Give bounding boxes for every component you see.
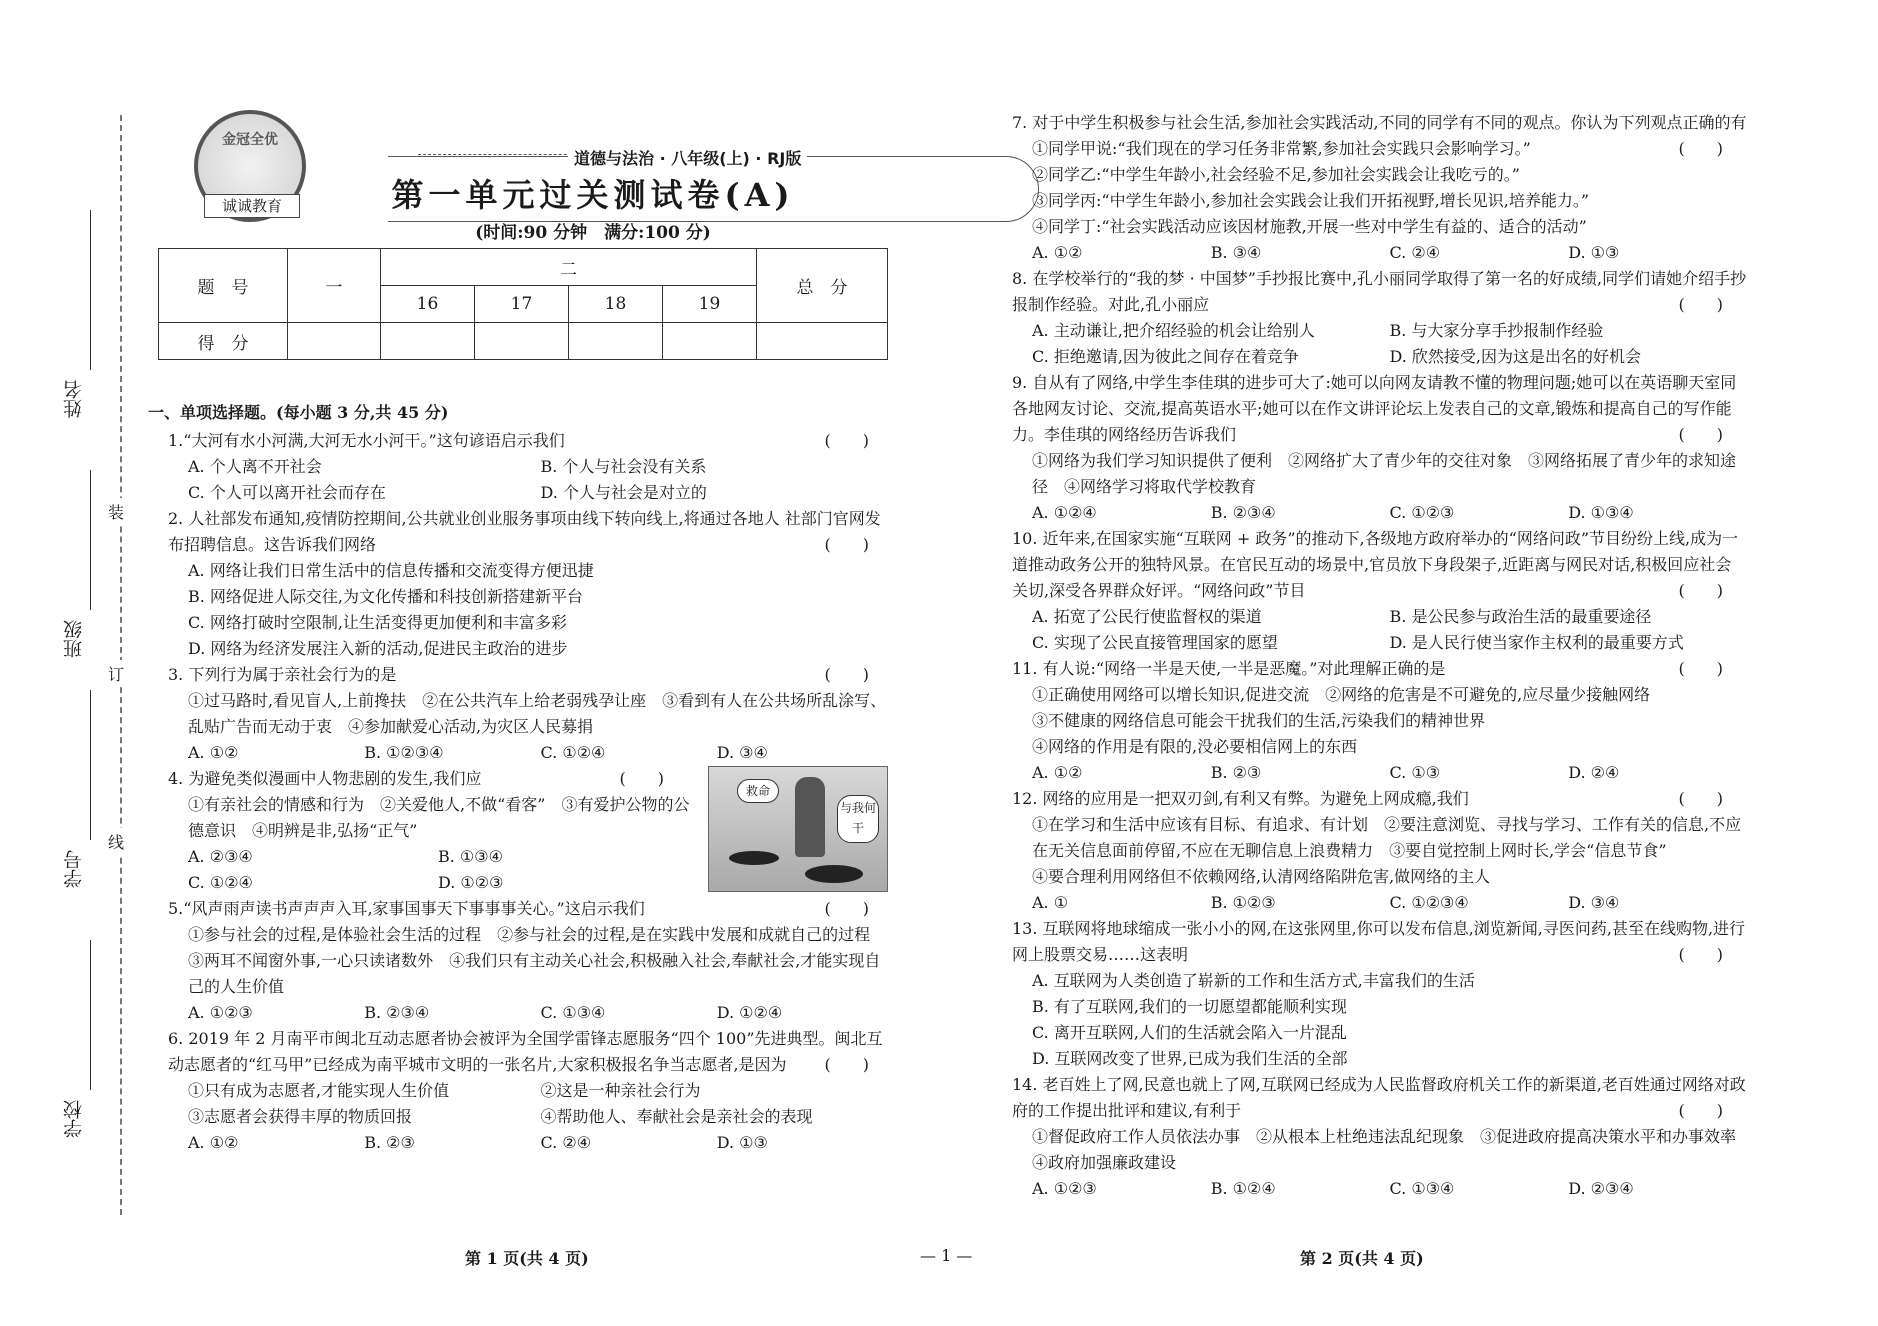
name-field[interactable] [60,380,100,418]
option[interactable]: B. 与大家分享手抄报制作经验 [1389,321,1604,340]
statement: ①只有成为志愿者,才能实现人生价值 [188,1081,450,1100]
option[interactable]: A. ①②③ [188,1003,253,1022]
publisher-name: 诚诚教育 [204,194,300,218]
score-sub-16: 16 [381,286,475,323]
statement: ②同学乙:“中学生年龄小,社会经验不足,参加社会实践会让我吃亏的。” [1032,165,1520,184]
answer-bracket[interactable]: ( ) [824,535,869,554]
cartoon-image [708,766,888,892]
score-cell-16[interactable] [381,323,475,360]
score-cell-18[interactable] [569,323,663,360]
score-col-total: 总 分 [757,249,888,323]
option[interactable]: D. ①②③ [438,873,504,892]
option[interactable]: C. 网络打破时空限制,让生活变得更加便利和丰富多彩 [188,613,567,632]
option[interactable]: A. ①② [188,743,239,762]
option[interactable]: A. 主动谦让,把介绍经验的机会让给别人 [1032,321,1315,340]
option[interactable]: B. 有了互联网,我们的一切愿望都能顺利实现 [1032,997,1348,1016]
option[interactable]: C. ①③④ [1389,1179,1455,1198]
class-field[interactable] [60,620,100,658]
option[interactable]: D. 欣然接受,因为这是出名的好机会 [1389,347,1642,366]
statement-list: ①过马路时,看见盲人,上前搀扶 ②在公共汽车上给老弱残孕让座 ③看到有人在公共场所乱涂写、乱贴广告而无动于衷 ④参加献爱心活动,为灾区人民募捐 [188,691,887,736]
answer-bracket[interactable]: ( ) [1678,581,1723,600]
option[interactable]: C. ①②③ [1389,503,1455,522]
question-14 [1012,1072,1753,1202]
option[interactable]: C. ①②④ [188,873,253,892]
binding-margin [0,0,150,1326]
option[interactable]: A. ①② [188,1133,239,1152]
page-number-center: — 1 — [920,1246,973,1265]
question-stem: 12. 网络的应用是一把双刃剑,有利又有弊。为避免上网成瘾,我们 [1012,789,1469,808]
option[interactable]: C. ①③④ [540,1003,606,1022]
question-9 [1012,370,1747,526]
option[interactable]: A. 拓宽了公民行使监督权的渠道 [1032,607,1262,626]
answer-bracket[interactable]: ( ) [1678,945,1723,964]
option[interactable]: C. ①③ [1389,763,1441,782]
question-2 [168,506,893,662]
name-underline [90,210,91,370]
option[interactable]: A. 网络让我们日常生活中的信息传播和交流变得方便迅捷 [188,561,594,580]
answer-bracket[interactable]: ( ) [1678,295,1723,314]
option[interactable]: B. 个人与社会没有关系 [540,457,707,476]
answer-bracket[interactable]: ( ) [619,769,664,788]
option[interactable]: A. ①②④ [1032,503,1097,522]
score-col-question: 题 号 [159,249,288,323]
statement: ③不健康的网络信息可能会干扰我们的生活,污染我们的精神世界 [1032,711,1486,730]
answer-bracket[interactable]: ( ) [824,431,869,450]
answer-bracket[interactable]: ( ) [1678,425,1723,444]
statement: ④帮助他人、奉献社会是亲社会的表现 [540,1107,813,1126]
statement: ①在学习和生活中应该有目标、有追求、有计划 ②要注意浏览、寻找与学习、工作有关的信息,不应在无关信息面前停留,不应在无聊信息上浪费精力 ③要自觉控制上网时长,学会“信息节食” [1032,815,1742,860]
score-sub-19: 19 [663,286,757,323]
answer-bracket[interactable]: ( ) [1678,1101,1723,1120]
score-sub-17: 17 [475,286,569,323]
right-page [1012,110,1753,1202]
option[interactable]: C. 实现了公民直接管理国家的愿望 [1032,633,1278,652]
question-stem: 3. 下列行为属于亲社会行为的是 [168,665,397,684]
page-footer-left: 第 1 页(共 4 页) [465,1249,589,1268]
question-stem: 1.“大河有水小河满,大河无水小河干。”这句谚语启示我们 [168,431,565,450]
score-cell-one[interactable] [288,323,381,360]
option[interactable]: D. ①③ [716,1133,768,1152]
answer-bracket[interactable]: ( ) [1678,789,1723,808]
option[interactable]: C. ①②④ [540,743,606,762]
school-label: 学校 [63,1100,85,1138]
statement: ①正确使用网络可以增长知识,促进交流 ②网络的危害是不可避免的,应尽量少接触网络 [1032,685,1651,704]
option[interactable]: C. 离开互联网,人们的生活就会陷入一片混乱 [1032,1023,1347,1042]
option[interactable]: A. ①② [1032,763,1083,782]
option[interactable]: B. 网络促进人际交往,为文化传播和科技创新搭建新平台 [188,587,584,606]
class-label: 班级 [63,620,85,658]
score-col-two: 二 [381,249,757,286]
option[interactable]: D. ②④ [1568,763,1620,782]
question-1 [168,428,893,506]
option[interactable]: C. 个人可以离开社会而存在 [188,483,386,502]
name-label: 姓名 [63,380,85,418]
question-6 [168,1026,893,1156]
option[interactable]: B. ①②③ [1210,893,1276,912]
student-id-underline [90,690,91,840]
question-stem: 13. 互联网将地球缩成一张小小的网,在这张网里,你可以发布信息,浏览新闻,寻医问药,甚至在线购物,进行网上股票交易……这表明 [1012,919,1746,964]
score-cell-total[interactable] [757,323,888,360]
answer-bracket[interactable]: ( ) [824,1055,869,1074]
statement: ②这是一种亲社会行为 [540,1081,701,1100]
option[interactable]: A. ① [1032,893,1069,912]
option[interactable]: C. ②④ [1389,243,1441,262]
score-table [158,248,888,360]
option[interactable]: B. 是公民参与政治生活的最重要途径 [1389,607,1652,626]
question-stem: 10. 近年来,在国家实施“互联网 + 政务”的推动下,各级地方政府举办的“网络问政”节目纷纷上线,成为一道推动政务公开的独特风景。在官民互动的场景中,官员放下身段架子,近距离与网民对话,积极回应社会关切,深受各界群众好评。“网络问政”节目 [1012,529,1739,600]
cartoon-figure [795,777,825,857]
statement-list: ①网络为我们学习知识提供了便利 ②网络扩大了青少年的交往对象 ③网络拓展了青少年的求知途径 ④网络学习将取代学校教育 [1032,451,1737,496]
exam-header [148,110,893,243]
statement: ③志愿者会获得丰厚的物质回报 [188,1107,413,1126]
answer-bracket[interactable]: ( ) [824,899,869,918]
option[interactable]: B. ②③④ [364,1003,430,1022]
question-5 [168,896,893,1026]
question-4 [168,766,893,896]
subject-label: 道德与法治 · 八年级(上) · RJ版 [568,146,807,169]
option[interactable]: D. 网络为经济发展注入新的活动,促进民主政治的进步 [188,639,568,658]
answer-bracket[interactable]: ( ) [824,665,869,684]
option[interactable]: D. 是人民行使当家作主权利的最重要方式 [1389,633,1684,652]
option[interactable]: C. 拒绝邀请,因为彼此之间存在着竞争 [1032,347,1299,366]
question-stem: 8. 在学校举行的“我的梦 · 中国梦”手抄报比赛中,孔小丽同学取得了第一名的好成绩,同学们请她介绍手抄报制作经验。对此,孔小丽应 [1012,269,1747,314]
student-id-label: 学号 [63,850,85,888]
score-sub-18: 18 [569,286,663,323]
question-12 [1012,786,1747,916]
option[interactable]: B. ①③④ [438,847,503,866]
time-score-info: (时间:90 分钟 满分:100 分) [475,223,711,243]
school-field[interactable] [60,1100,100,1138]
option[interactable]: B. ①②④ [1210,1179,1276,1198]
statement: ④要合理利用网络但不依赖网络,认清网络陷阱危害,做网络的主人 [1032,867,1491,886]
student-id-field[interactable] [60,850,100,888]
statement-list: ①有亲社会的情感和行为 ②关爱他人,不做“看客” ③有爱护公物的公德意识 ④明辨是非,弘扬“正气” [188,795,690,840]
option[interactable]: D. ①③④ [1568,503,1634,522]
option[interactable]: D. 个人与社会是对立的 [540,483,707,502]
option[interactable]: A. ①②③ [1032,1179,1097,1198]
question-stem: 7. 对于中学生积极参与社会生活,参加社会实践活动,不同的同学有不同的观点。你认为下列观点正确的有 [1012,113,1747,132]
question-stem: 5.“风声雨声读书声声声入耳,家事国事天下事事事关心。”这启示我们 [168,899,645,918]
option[interactable]: A. ①② [1032,243,1083,262]
statement: ④同学丁:“社会实践活动应该因材施教,开展一些对中学生有益的、适合的活动” [1032,217,1587,236]
question-stem: 9. 自从有了网络,中学生李佳琪的进步可大了:她可以向网友请教不懂的物理问题;她可以在英语聊天室同各地网友讨论、交流,提高英语水平;她可以在作文讲评论坛上发表自己的文章,锻炼和提高自己的写作能力。李佳琪的网络经历告诉我们 [1012,373,1737,444]
score-cell-17[interactable] [475,323,569,360]
statement-list: ①督促政府工作人员依法办事 ②从根本上杜绝违法乱纪现象 ③促进政府提高决策水平和办事效率 ④政府加强廉政建设 [1032,1127,1753,1172]
exam-title: 第一单元过关测试卷(A) [391,176,795,214]
option[interactable]: C. ②④ [540,1133,592,1152]
question-stem: 2. 人社部发布通知,疫情防控期间,公共就业创业服务事项由线下转向线上,将通过各地人 社部门官网发布招聘信息。这告诉我们网络 [168,509,881,554]
answer-bracket[interactable]: ( ) [1678,659,1723,678]
option[interactable]: D. ③④ [716,743,768,762]
option[interactable]: B. ③④ [1210,243,1262,262]
score-row-label: 得 分 [159,323,288,360]
question-11 [1012,656,1747,786]
left-page [148,110,893,1152]
question-stem: 11. 有人说:“网络一半是天使,一半是恶魔。”对此理解正确的是 [1012,659,1446,678]
statement-list: ①参与社会的过程,是体验社会生活的过程 ②参与社会的过程,是在实践中发展和成就自己的过程 ③两耳不闻窗外事,一心只读诸数外 ④我们只有主动关心社会,积极融入社会,奉献社会,才能实现自己的人生价值 [188,925,887,996]
option[interactable]: D. 互联网改变了世界,已成为我们生活的全部 [1032,1049,1348,1068]
cartoon-manhole [805,865,863,883]
binding-mark-zhuang: 装 [108,498,124,525]
question-7 [1012,110,1747,266]
question-stem: 6. 2019 年 2 月南平市闽北互动志愿者协会被评为全国学雷锋志愿服务“四个 100”先进典型。闽北互动志愿者的“红马甲”已经成为南平城市文明的一张名片,大家积极报名争当志愿者,是因为 [168,1029,883,1074]
option[interactable]: A. 个人离不开社会 [188,457,322,476]
question-stem: 14. 老百姓上了网,民意也就上了网,互联网已经成为人民监督政府机关工作的新渠道,老百姓通过网络对政府的工作提出批评和建议,有利于 [1012,1075,1746,1120]
question-10 [1012,526,1747,656]
statement: ④网络的作用是有限的,没必要相信网上的东西 [1032,737,1358,756]
option[interactable]: B. ②③ [364,1133,415,1152]
binding-mark-xian: 线 [108,828,124,855]
option[interactable]: A. 互联网为人类创造了崭新的工作和生活方式,丰富我们的生活 [1032,971,1475,990]
option[interactable]: D. ②③④ [1568,1179,1634,1198]
score-col-one: 一 [288,249,381,323]
cartoon-bubble-help: 救命 [737,779,779,803]
option[interactable]: C. ①②③④ [1389,893,1469,912]
option[interactable]: A. ②③④ [188,847,253,866]
class-underline [90,470,91,610]
option[interactable]: B. ②③④ [1210,503,1276,522]
left-questions [148,400,893,1156]
score-cell-19[interactable] [663,323,757,360]
statement: ③同学丙:“中学生年龄小,参加社会实践会让我们开拓视野,增长见识,培养能力。” [1032,191,1590,210]
cartoon-manhole [729,851,779,865]
section-one-title: 一、单项选择题。(每小题 3 分,共 45 分) [148,403,449,422]
option[interactable]: B. ①②③④ [364,743,444,762]
question-13 [1012,916,1747,1072]
question-stem: 4. 为避免类似漫画中人物悲剧的发生,我们应 [168,769,482,788]
option[interactable]: B. ②③ [1210,763,1262,782]
cartoon-bubble-indifferent: 与我何干 [837,795,879,843]
question-8 [1012,266,1747,370]
question-3 [168,662,893,766]
option[interactable]: D. ③④ [1568,893,1620,912]
school-underline [90,940,91,1090]
statement: ①同学甲说:“我们现在的学习任务非常繁,参加社会实践只会影响学习。” [1032,139,1531,158]
seal-text: 金冠全优 [222,132,278,148]
option[interactable]: D. ①②④ [716,1003,783,1022]
answer-bracket[interactable]: ( ) [1678,139,1723,158]
page-footer-right: 第 2 页(共 4 页) [1300,1249,1424,1268]
option[interactable]: D. ①③ [1568,243,1620,262]
binding-mark-ding: 订 [108,660,124,687]
